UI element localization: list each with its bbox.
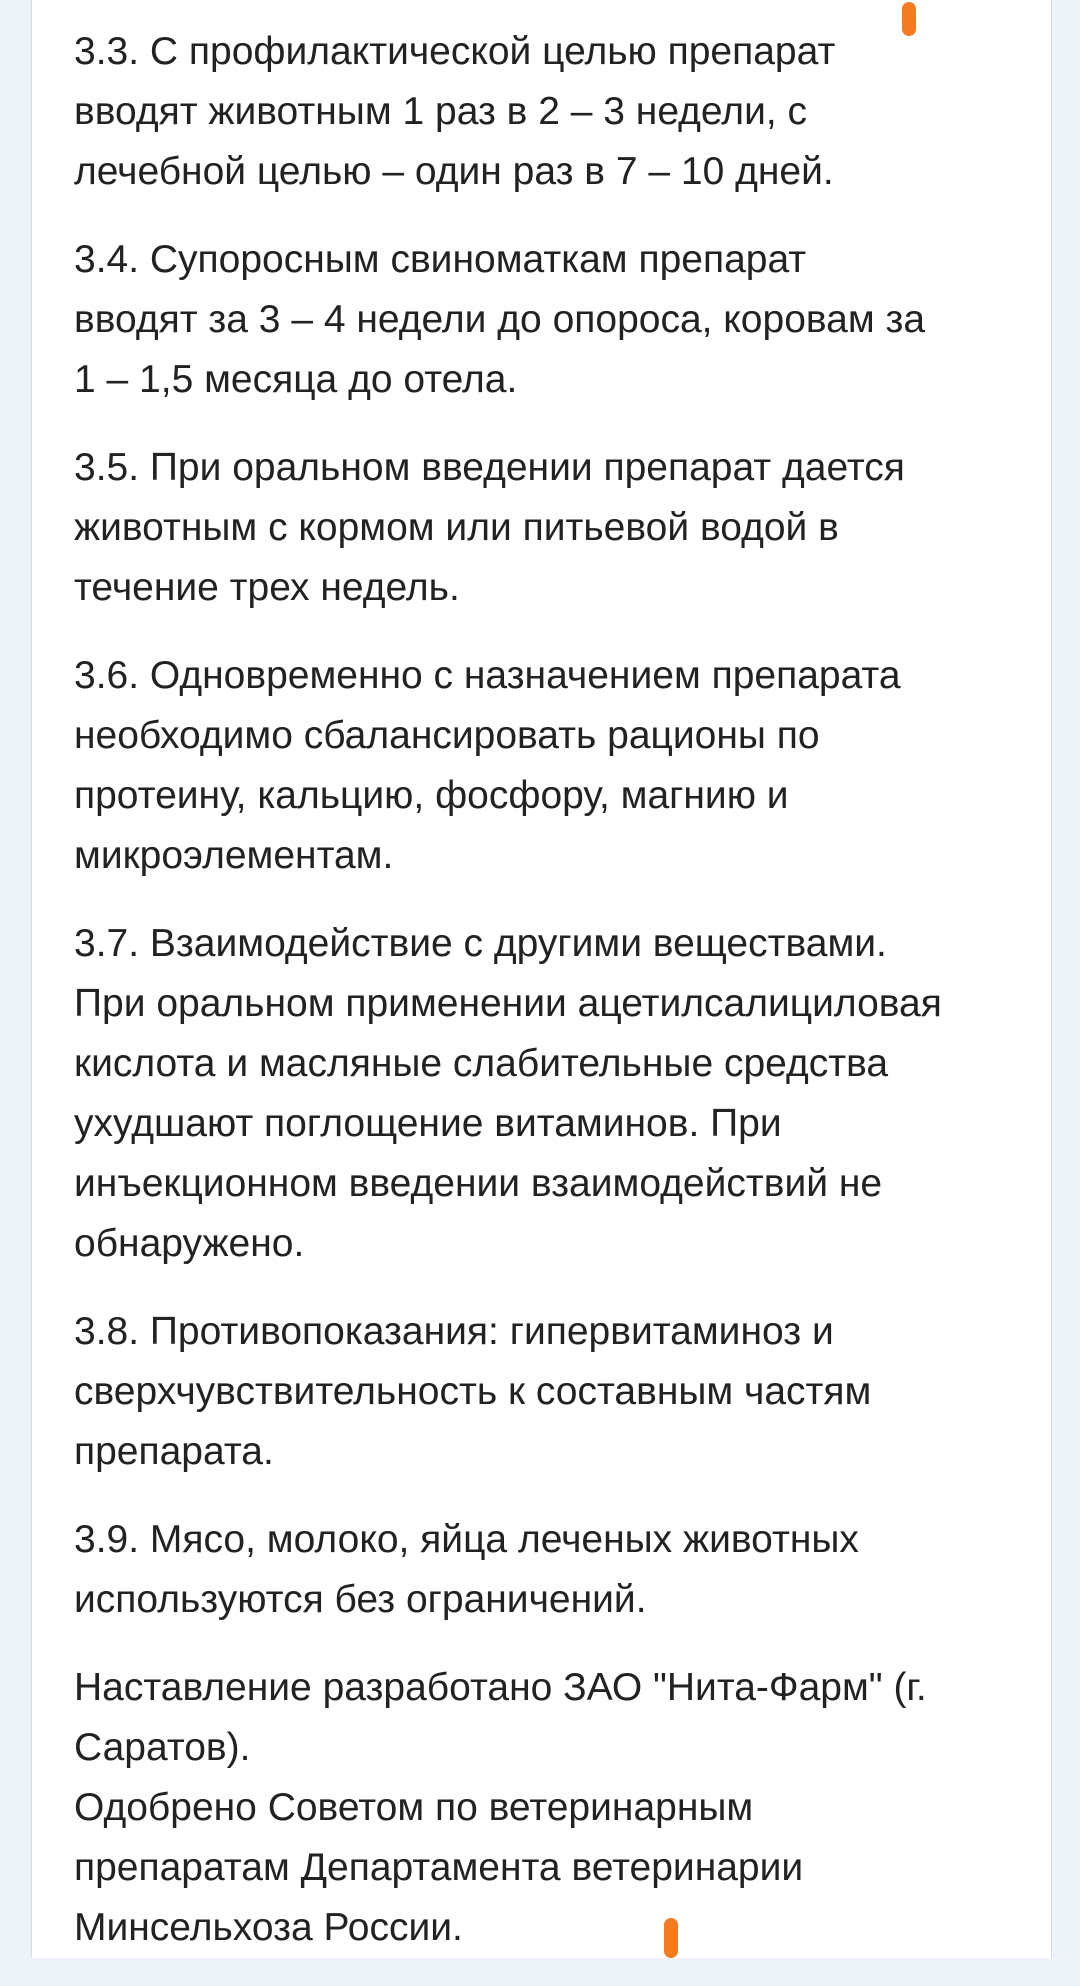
text-line: 3.6. Одновременно с назначением препарата [74,654,901,697]
paragraph-3-3[interactable] [74,22,1044,202]
paragraph-3-6[interactable] [74,646,1044,886]
selection-start-handle[interactable] [902,2,916,36]
text-line: 3.4. Супоросным свиноматкам препарат [74,238,807,281]
text-line: 3.7. Взаимодействие с другими веществами. [74,922,887,965]
text-line: кислота и масляные слабительные средства [74,1042,889,1085]
text-line: Одобрено Советом по ветеринарным [74,1786,754,1829]
text-line: При оральном применении ацетилсалициловая [74,982,942,1025]
text-line: препаратам Департамента ветеринарии [74,1846,804,1889]
paragraph-approval-note[interactable] [74,1658,1044,1958]
text-line: течение трех недель. [74,566,460,609]
text-line: используются без ограничений. [74,1578,647,1621]
text-line: препарата. [74,1430,274,1473]
text-line: микроэлементам. [74,834,394,877]
text-line: сверхчувствительность к составным частям [74,1370,872,1413]
paragraph-3-7[interactable] [74,914,1044,1274]
text-line: необходимо сбалансировать рационы по [74,714,820,757]
text-line: ухудшают поглощение витаминов. При [74,1102,782,1145]
text-line: 1 – 1,5 месяца до отела. [74,358,518,401]
paragraph-3-5[interactable] [74,438,1044,618]
text-line: инъекционном введении взаимодействий не [74,1162,883,1205]
paragraph-3-4[interactable] [74,230,1044,410]
text-line: Саратов). [74,1726,251,1769]
text-line: обнаружено. [74,1222,305,1265]
text-line: вводят животным 1 раз в 2 – 3 недели, с [74,90,808,133]
text-line: Минсельхоза России. [74,1906,463,1949]
document-text[interactable] [74,22,1044,1986]
paragraph-3-8[interactable] [74,1302,1044,1482]
text-line: 3.3. С профилактической целью препарат [74,30,836,73]
text-line: 3.5. При оральном введении препарат дается [74,446,905,489]
text-line: 3.9. Мясо, молоко, яйца леченых животных [74,1518,859,1561]
text-line: Наставление разработано ЗАО "Нита-Фарм" (г. [74,1666,927,1709]
paragraph-3-9[interactable] [74,1510,1044,1630]
text-line: лечебной целью – один раз в 7 – 10 дней. [74,150,834,193]
text-line: животным с кормом или питьевой водой в [74,506,839,549]
text-line: 3.8. Противопоказания: гипервитаминоз и [74,1310,834,1353]
document-card [31,0,1052,1958]
text-line: протеину, кальцию, фосфору, магнию и [74,774,789,817]
selection-end-handle[interactable] [664,1918,678,1958]
text-line: вводят за 3 – 4 недели до опороса, коровам за [74,298,926,341]
